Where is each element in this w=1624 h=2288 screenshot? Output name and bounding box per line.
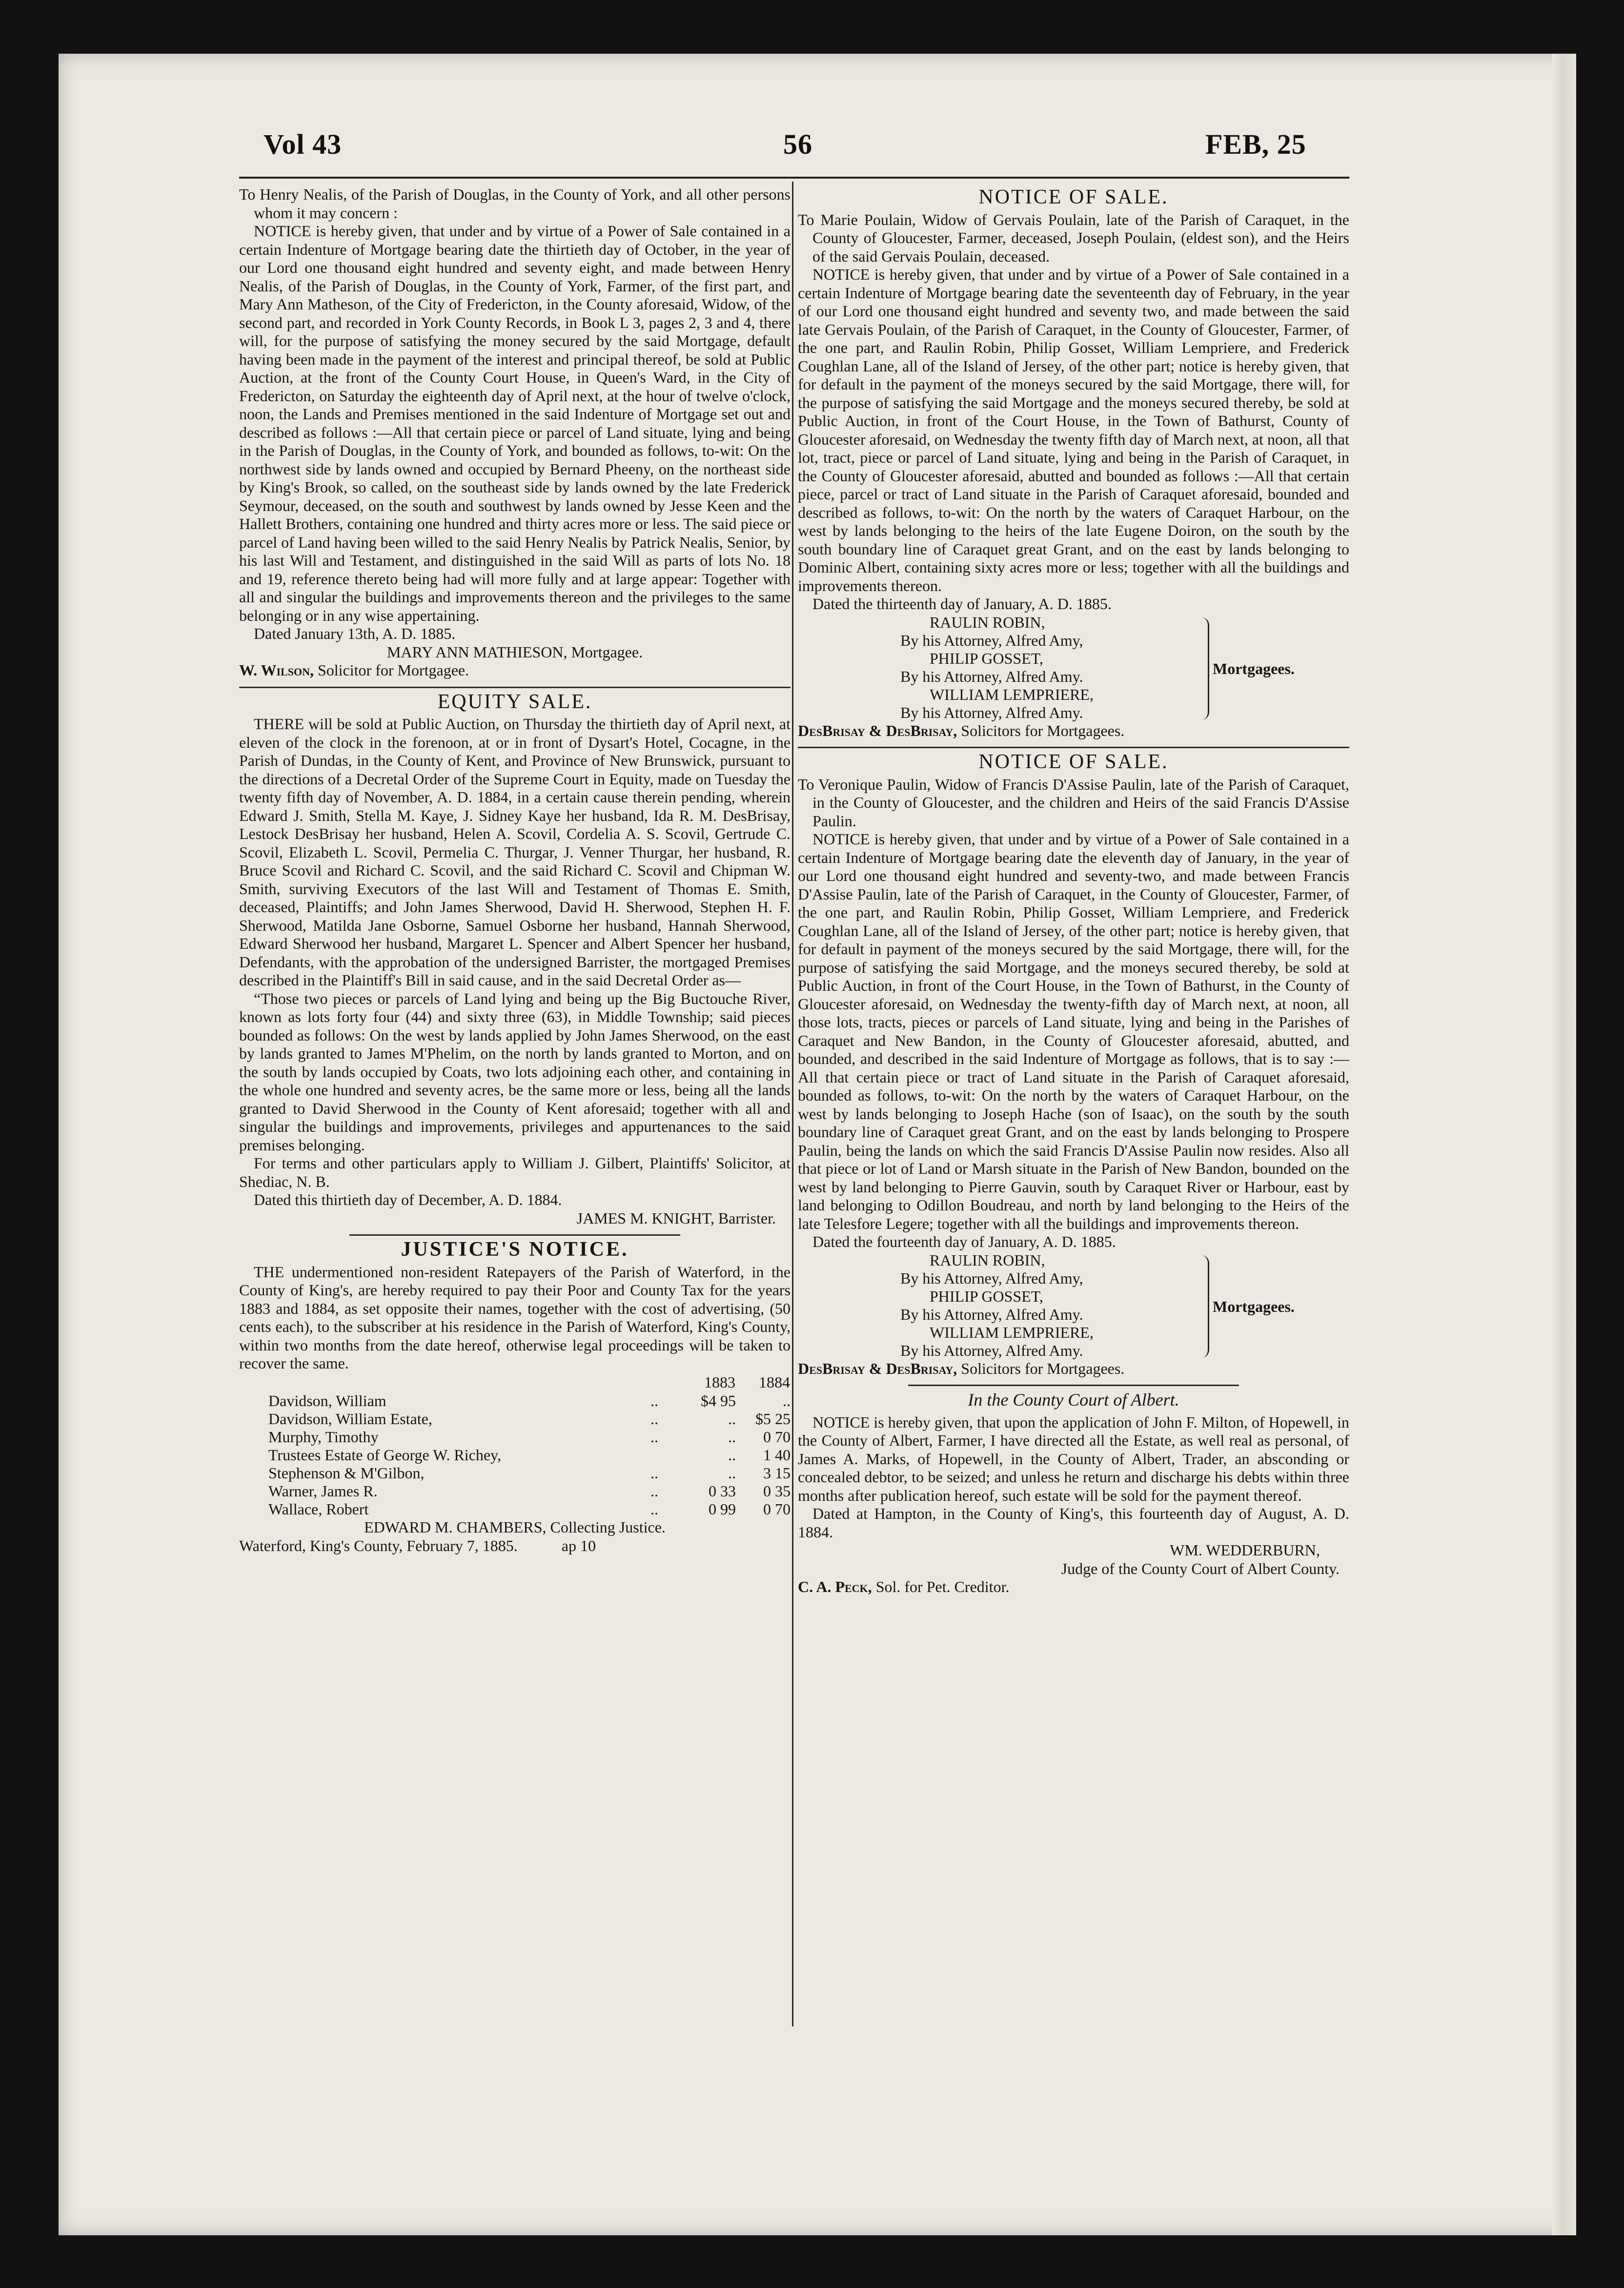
tax-dots-cell: ..	[650, 1428, 658, 1446]
albert-solicitor-name: C. A. Peck,	[798, 1578, 872, 1595]
solicitor-name: W. Wilson,	[239, 661, 314, 679]
sale2-solicitors	[798, 1360, 1349, 1378]
column-1884: 1884	[759, 1373, 790, 1391]
tax-1884-cell: 0 70	[763, 1500, 791, 1518]
tax-1883-cell: ..	[728, 1410, 736, 1428]
tax-1883-cell: ..	[728, 1446, 736, 1464]
sale1-address: To Marie Poulain, Widow of Gervais Poulain, late of the Parish of Caraquet, in the County of Gloucester, Farmer, deceased, Joseph Poulain, (eldest son), and the Heirs of the said Gervais Poulain, deceased.	[798, 210, 1349, 265]
volume-label: Vol 43	[264, 128, 342, 160]
tax-name-cell: Trustees Estate of George W. Richey,	[268, 1446, 501, 1464]
notice-address: To Henry Nealis, of the Parish of Douglas, in the County of York, and all other persons whom it may concern :	[239, 185, 791, 222]
notice-solicitor	[239, 661, 791, 680]
section-separator	[908, 1385, 1239, 1386]
sale2-attorney1: By his Attorney, Alfred Amy,	[900, 1269, 1083, 1287]
sale2-solicitors-names: DesBrisay & DesBrisay,	[798, 1359, 957, 1377]
albert-dated: Dated at Hampton, in the County of King's, this fourteenth day of August, A. D. 1884.	[798, 1505, 1349, 1541]
tax-dots-cell: ..	[650, 1464, 658, 1482]
albert-solicitor	[798, 1578, 1349, 1596]
equity-sale-heading: EQUITY SALE.	[437, 690, 592, 713]
tax-dots-cell: ..	[650, 1500, 658, 1518]
notice-of-sale-paulin	[798, 753, 1349, 1378]
tax-table-row	[239, 1410, 791, 1428]
brace	[1198, 1255, 1209, 1358]
sale1-attorney2: By his Attorney, Alfred Amy.	[900, 667, 1083, 685]
equity-sale-dated: Dated this thirtieth day of December, A. D. 1884.	[254, 1191, 562, 1208]
tax-1883-cell: ..	[728, 1428, 736, 1446]
sale1-solicitors-role: Solicitors for Mortgagees.	[961, 721, 1125, 739]
tax-table-row	[239, 1428, 791, 1446]
sale2-address: To Veronique Paulin, Widow of Francis D'Assise Paulin, late of the Parish of Caraquet, in the County of Gloucester, and the children and Heirs of the said Francis D'Assise Paulin.	[798, 775, 1349, 830]
sale1-solicitors	[798, 722, 1349, 740]
brace	[1198, 617, 1209, 720]
sale1-name1: RAULIN ROBIN,	[930, 613, 1045, 631]
tax-name-cell: Wallace, Robert	[268, 1500, 369, 1518]
equity-sale-signature: JAMES M. KNIGHT, Barrister.	[576, 1209, 776, 1227]
albert-solicitor-role: Sol. for Pet. Creditor.	[875, 1578, 1010, 1595]
justice-signature: EDWARD M. CHAMBERS, Collecting Justice.	[364, 1518, 666, 1536]
sale2-solicitors-role: Solicitors for Mortgagees.	[961, 1359, 1125, 1377]
tax-name-cell: Murphy, Timothy	[268, 1428, 379, 1446]
albert-body: NOTICE is hereby given, that upon the application of John F. Milton, of Hopewell, in the County of Albert, Farmer, I have directed all the Estate, as well real as personal, of James A. Marks, of Hopewell, in the County of Albert, Trader, an absconding or concealed debtor, to be seized; and unless he return and discharge his debts within three months after publication hereof, such estate will be sold for the payment thereof.	[798, 1413, 1349, 1504]
tax-1883-cell: 0 33	[709, 1482, 736, 1500]
solicitor-role: Solicitor for Mortgagee.	[317, 661, 469, 679]
column-divider	[792, 182, 793, 2026]
sale1-attorney3: By his Attorney, Alfred Amy.	[900, 703, 1083, 721]
sale2-name1: RAULIN ROBIN,	[930, 1251, 1045, 1269]
header-rule	[239, 177, 1349, 179]
sale2-heading: NOTICE OF SALE.	[978, 751, 1169, 773]
tax-name-cell: Warner, James R.	[268, 1482, 378, 1500]
tax-table	[239, 1373, 791, 1519]
tax-dots-cell: ..	[650, 1410, 658, 1428]
column-1883: 1883	[704, 1373, 735, 1391]
albert-county-court-notice	[798, 1391, 1349, 1596]
sale2-name3: WILLIAM LEMPRIERE,	[930, 1323, 1094, 1341]
sale1-body: NOTICE is hereby given, that under and by virtue of a Power of Sale contained in a certain Indenture of Mortgage bearing date the seventeenth day of February, in the year of our Lord one thousand eight hundred and seventy two, and made between the said late Gervais Poulain, of the Parish of Caraquet, in the County of Gloucester, Farmer, of the one part, and Raulin Robin, Philip Gosset, William Lempriere, and Frederick Coughlan Lane, all of the Island of Jersey, of the other part; notice is hereby given, that for default in the payment of the moneys secured by the said Mortgage, there will, for the purpose of satisfying the said Mortgage and the moneys secured thereby, be sold at Public Auction, in front of the Court House, in the Town of Bathurst, County of Gloucester aforesaid, on Wednesday the twenty fifth day of March next, at noon, all that lot, tract, piece or parcel of Land situate, lying and being in the Parish of Caraquet, in the County of Gloucester aforesaid, abutted and bounded as follows :—All that certain piece, parcel or tract of Land situate in the Parish of Caraquet aforesaid, bounded and described as follows, to-wit: On the north by the waters of Caraquet Harbour, on the west by lands belonging to the heirs of the late Eugene Doiron, on the south by the south boundary line of Caraquet great Grant, and on the east by lands belonging to Dominic Albert, containing sixty acres more or less; together with all the buildings and improvements thereon.	[798, 266, 1349, 594]
right-column	[798, 185, 1349, 1596]
tax-1884-cell: 0 70	[763, 1428, 791, 1446]
tax-table-row	[239, 1446, 791, 1464]
page-spine-edge	[1552, 54, 1576, 2235]
tax-table-row	[239, 1500, 791, 1518]
sale1-heading: NOTICE OF SALE.	[978, 186, 1169, 208]
albert-judge-title: Judge of the County Court of Albert County.	[1061, 1559, 1340, 1577]
albert-signature: WM. WEDDERBURN,	[1170, 1541, 1320, 1559]
justice-notice-body: THE undermentioned non-resident Ratepayers of the Parish of Waterford, in the County of King's, are hereby required to pay their Poor and County Tax for the years 1883 and 1884, as set opposite their names, together with the cost of advertising, (50 cents each), to the subscriber at his residence in the Parish of Waterford, King's County, within two months from the date hereof, otherwise legal proceedings will be taken to recover the same.	[239, 1263, 791, 1372]
equity-sale-terms: For terms and other particulars apply to William J. Gilbert, Plaintiffs' Solicitor, at Shediac, N. B.	[239, 1154, 791, 1190]
sale1-attorney1: By his Attorney, Alfred Amy,	[900, 631, 1083, 649]
tax-table-header	[239, 1373, 791, 1392]
sale1-dated: Dated the thirteenth day of January, A. D. 1885.	[812, 595, 1112, 613]
notice-of-sale-poulain	[798, 188, 1349, 740]
sale2-mortgagees-block	[798, 1251, 1349, 1360]
justice-notice-heading: JUSTICE'S NOTICE.	[401, 1238, 629, 1261]
tax-1883-cell: 0 99	[709, 1500, 736, 1518]
sale1-mortgagees-label: Mortgagees.	[1213, 659, 1295, 677]
mortgage-notice-nealis	[239, 185, 791, 680]
equity-sale	[239, 690, 791, 1228]
notice-dated: Dated January 13th, A. D. 1885.	[254, 625, 456, 642]
tax-dots-cell: ..	[650, 1482, 658, 1500]
left-column	[239, 185, 791, 1555]
section-separator	[349, 1234, 680, 1236]
tax-name-cell: Stephenson & M'Gilbon,	[268, 1464, 425, 1482]
sale2-body: NOTICE is hereby given, that under and by virtue of a Power of Sale contained in a certain Indenture of Mortgage bearing date the eleventh day of January, in the year of our Lord one thousand eight hundred and seventy-two, and made between Francis D'Assise Paulin, late of the Parish of Caraquet, in the County of Gloucester, Farmer, of the one part, and Raulin Robin, Philip Gosset, William Lempriere, and Frederick Coughlan Lane, all of the Island of Jersey, of the other part; notice is hereby given, that for default in payment of the moneys secured by the said Mortgage, there will, for the purpose of satisfying the said Mortgage, and the moneys secured thereby, be sold at Public Auction, in front of the Court House, in the Town of Bathurst, in the County of Gloucester aforesaid, on Wednesday the twenty-fifth day of March next, at noon, all those lots, tracts, pieces or parcels of Land situate, lying and being in the Parishes of Caraquet and New Bandon, in the County of Gloucester aforesaid, abutted, and bounded, and described in the said Indenture of Mortgage as follows, that is to say :—All that certain piece or tract of Land situate in the Parish of Caraquet aforesaid, bounded as follows, to-wit: On the north by the waters of Caraquet Harbour, on the west by lands belonging to Joseph Hache (son of Isaac), on the south by the south boundary line of Caraquet great Grant, and on the east by lands belonging to Prospere Paulin, being the lands on which the said Francis D'Assise Paulin now resides. Also all that piece or lot of Land or Marsh situate in the Parish of New Bandon, bounded on the west by land belonging to Pierre Gauvin, south by Caraquet River or Harbour, east by land belonging to Odillon Boudreau, and north by land belonging to the Heirs of the late Telesfore Legere; together with all the buildings and improvements thereon.	[798, 830, 1349, 1232]
issue-date: FEB, 25	[1205, 128, 1306, 160]
notice-signature: MARY ANN MATHIESON, Mortgagee.	[386, 643, 643, 661]
tax-table-row	[239, 1464, 791, 1482]
sale2-attorney3: By his Attorney, Alfred Amy.	[900, 1341, 1083, 1359]
albert-heading: In the County Court of Albert.	[968, 1390, 1179, 1410]
justice-code: ap 10	[561, 1536, 596, 1554]
justice-place-date-line	[239, 1537, 791, 1555]
section-separator	[239, 687, 791, 688]
sale2-mortgagees-label: Mortgagees.	[1213, 1297, 1295, 1315]
sale2-attorney2: By his Attorney, Alfred Amy.	[900, 1305, 1083, 1323]
justice-notice	[239, 1238, 791, 1555]
equity-sale-quote: “Those two pieces or parcels of Land lying and being up the Big Buctouche River, known as lots forty four (44) and sixty three (63), in Middle Township; said pieces bounded as follows: On the west by lands applied by John James Sherwood, on the east by lands granted to James M'Phelim, on the north by lands granted to Morton, and on the south by lands occupied by Coats, two lots adjoining each other, and containing in the whole one hundred and seventy acres, be the same more or less, being all the lands granted to David Sherwood in the County of Kent aforesaid; together with all and singular the buildings and improvements, privileges and appurtenances to the said premises belonging.	[239, 989, 791, 1154]
justice-place-date: Waterford, King's County, February 7, 1885.	[239, 1536, 518, 1554]
notice-body: NOTICE is hereby given, that under and by virtue of a Power of Sale contained in a certain Indenture of Mortgage bearing date the thirtieth day of October, in the year of our Lord one thousand eight hundred and seventy eight, and made between Henry Nealis, of the Parish of Douglas, in the County of York, Farmer, of the first part, and Mary Ann Matheson, of the City of Fredericton, in the County aforesaid, Widow, of the second part, and recorded in York County Records, in Book L 3, pages 2, 3 and 4, there will, for the purpose of satisfying the money secured by the said Mortgage, default having been made in the payment of the interest and principal thereof, be sold at Public Auction, at the front of the County Court House, in Queen's Ward, in the City of Fredericton, on Saturday the eighteenth day of April next, at the hour of twelve o'clock, noon, the Lands and Premises mentioned in the said Indenture of Mortgage set out and described as follows :—All that certain piece or parcel of Land situate, lying and being in the Parish of Douglas, in the County of York, and bounded as follows, to-wit: On the northwest side by lands owned and occupied by Bernard Pheeny, on the northeast side by King's Brook, so called, on the southeast side by lands owned by the late Frederick Seymour, deceased, on the south and southwest by lands owned by Jesse Keen and the Hallett Brothers, containing one hundred and thirty acres more or less. The said piece or parcel of Land having been willed to the said Henry Nealis by Patrick Nealis, Senior, by his last Will and Testament, and distinguished in the said Will as parts of lots No. 18 and 19, reference thereto being had will more fully and at large appear: Together with all and singular the buildings and improvements thereon and the privileges to the same belonging or in any wise appertaining.	[239, 222, 791, 624]
tax-1884-cell: 1 40	[763, 1446, 791, 1464]
tax-name-cell: Davidson, William Estate,	[268, 1410, 432, 1428]
tax-1884-cell: ..	[783, 1392, 791, 1410]
section-separator	[798, 747, 1349, 748]
equity-sale-body: THERE will be sold at Public Auction, on Thursday the thirtieth day of April next, at eleven of the clock in the forenoon, at or in front of Dysart's Hotel, Cocagne, in the Parish of Dundas, in the County of Kent, and Province of New Brunswick, pursuant to the directions of a Decretal Order of the Supreme Court in Equity, made on Tuesday the twenty fifth day of November, A. D. 1884, in a certain cause therein pending, wherein Edward J. Smith, Stella M. Kaye, J. Sidney Kaye her husband, Ida R. M. DesBrisay, Lestock DesBrisay her husband, Helen A. Scovil, Cordelia A. S. Scovil, Gertrude C. Scovil, Elizabeth L. Scovil, Permelia C. Thurgar, J. Venner Thurgar, her husband, R. Bruce Scovil and Richard C. Scovil, and the said Richard C. Scovil and Chipman W. Smith, surviving Executors of the last Will and Testament of Thomas E. Smith, deceased, Plaintiffs; and John James Sherwood, David H. Sherwood, Stephen H. F. Sherwood, Matilda Jane Osborne, Samuel Osborne her husband, Hannah Sherwood, Edward Sherwood her husband, Margaret L. Spencer and Albert Spencer her husband, Defendants, with the approbation of the undersigned Barrister, the mortgaged Premises described in the Plaintiff's Bill in said cause, and in the said Decretal Order as—	[239, 715, 791, 989]
tax-name-cell: Davidson, William	[268, 1392, 386, 1410]
sale1-name2: PHILIP GOSSET,	[930, 649, 1043, 667]
sale2-dated: Dated the fourteenth day of January, A. D. 1885.	[812, 1233, 1116, 1250]
tax-1884-cell: 0 35	[763, 1482, 791, 1500]
tax-1884-cell: 3 15	[763, 1464, 791, 1482]
tax-table-row	[239, 1482, 791, 1500]
sale1-name3: WILLIAM LEMPRIERE,	[930, 685, 1094, 703]
tax-dots-cell	[628, 1446, 681, 1464]
tax-1883-cell: ..	[728, 1464, 736, 1482]
page-number: 56	[783, 128, 812, 160]
sale1-solicitors-names: DesBrisay & DesBrisay,	[798, 721, 957, 739]
sale1-mortgagees-block	[798, 613, 1349, 722]
tax-1884-cell: $5 25	[755, 1410, 791, 1428]
sale2-name2: PHILIP GOSSET,	[930, 1287, 1043, 1305]
tax-dots-cell: ..	[650, 1392, 658, 1410]
tax-1883-cell: $4 95	[701, 1392, 736, 1410]
tax-table-row	[239, 1392, 791, 1410]
